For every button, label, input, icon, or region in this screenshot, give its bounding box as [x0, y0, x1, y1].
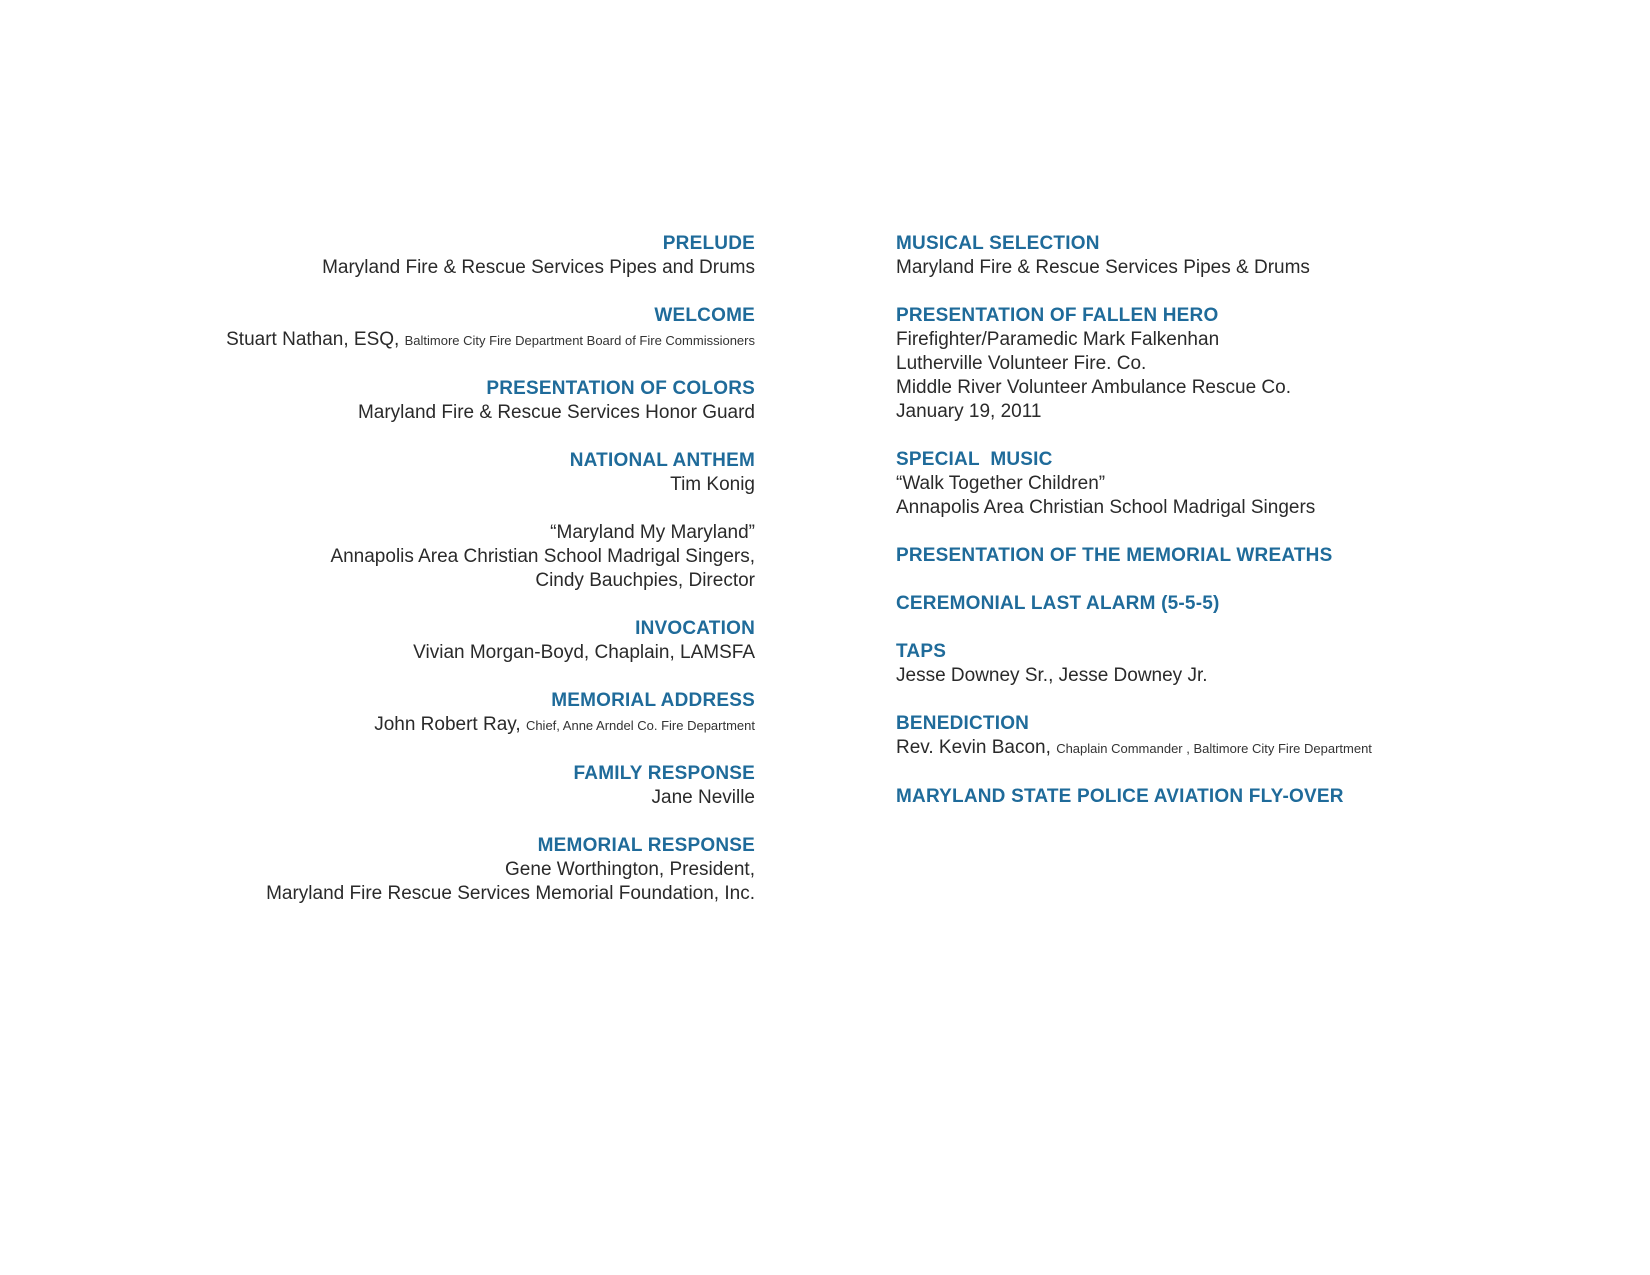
section-line: Lutherville Volunteer Fire. Co.: [896, 353, 1147, 374]
section-line: Tim Konig: [670, 474, 755, 495]
section-taps: [896, 640, 1596, 688]
section-heading: PRESENTATION OF FALLEN HERO: [896, 305, 1219, 326]
speaker-name: Rev. Kevin Bacon,: [896, 737, 1051, 758]
section-memorial-wreaths: [896, 544, 1596, 568]
section-prelude: [160, 232, 755, 280]
speaker-affiliation: Chief, Anne Arndel Co. Fire Department: [525, 718, 755, 733]
section-heading: PRELUDE: [662, 233, 755, 254]
program-right-column: [896, 232, 1596, 833]
speaker-name: John Robert Ray,: [374, 714, 521, 735]
section-heading: NATIONAL ANTHEM: [569, 450, 755, 471]
section-heading: CEREMONIAL LAST ALARM (5-5-5): [896, 593, 1220, 614]
section-musical-selection: [896, 232, 1596, 280]
speaker-affiliation: Baltimore City Fire Department Board of Fire Commissioners: [404, 333, 755, 348]
section-line: [160, 713, 755, 738]
section-heading: MEMORIAL ADDRESS: [551, 690, 755, 711]
section-invocation: [160, 617, 755, 665]
section-line: [896, 736, 1596, 761]
section-heading: TAPS: [896, 641, 947, 662]
section-special-music: [896, 448, 1596, 520]
section-line: Jane Neville: [651, 787, 755, 808]
section-heading: MARYLAND STATE POLICE AVIATION FLY-OVER: [896, 786, 1344, 807]
section-heading: PRESENTATION OF COLORS: [486, 378, 755, 399]
section-line: Firefighter/Paramedic Mark Falkenhan: [896, 329, 1220, 350]
section-line: Gene Worthington, President,: [505, 859, 755, 880]
section-family-response: [160, 762, 755, 810]
section-line: Jesse Downey Sr., Jesse Downey Jr.: [896, 665, 1208, 686]
speaker-name: Stuart Nathan, ESQ,: [226, 329, 400, 350]
section-line: Maryland Fire & Rescue Services Pipes and Drums: [322, 257, 755, 278]
section-heading: FAMILY RESPONSE: [573, 763, 755, 784]
section-heading: INVOCATION: [635, 618, 755, 639]
section-presentation-of-colors: [160, 377, 755, 425]
section-benediction: [896, 712, 1596, 761]
section-last-alarm: [896, 592, 1596, 616]
section-presentation-of-fallen-hero: [896, 304, 1596, 424]
section-memorial-address: [160, 689, 755, 738]
section-line: Middle River Volunteer Ambulance Rescue Co.: [896, 377, 1291, 398]
section-line: Cindy Bauchpies, Director: [535, 570, 755, 591]
section-line: Maryland Fire & Rescue Services Honor Guard: [357, 402, 755, 423]
speaker-affiliation: Chaplain Commander , Baltimore City Fire Department: [1056, 741, 1372, 756]
section-line: Annapolis Area Christian School Madrigal Singers: [896, 497, 1316, 518]
section-national-anthem: [160, 449, 755, 497]
section-line: Vivian Morgan-Boyd, Chaplain, LAMSFA: [413, 642, 755, 663]
section-line: January 19, 2011: [896, 401, 1042, 422]
section-heading: PRESENTATION OF THE MEMORIAL WREATHS: [896, 545, 1333, 566]
section-line: [160, 328, 755, 353]
section-welcome: [160, 304, 755, 353]
section-line: Annapolis Area Christian School Madrigal Singers,: [330, 546, 755, 567]
program-left-column: [160, 232, 755, 930]
section-line: Maryland Fire & Rescue Services Pipes & Drums: [896, 257, 1310, 278]
song-title: “Maryland My Maryland”: [550, 522, 755, 543]
section-fly-over: [896, 785, 1596, 809]
section-heading: SPECIAL MUSIC: [896, 449, 1053, 470]
section-heading: MUSICAL SELECTION: [896, 233, 1100, 254]
section-heading: BENEDICTION: [896, 713, 1030, 734]
section-heading: MEMORIAL RESPONSE: [537, 835, 755, 856]
section-maryland-my-maryland: [160, 521, 755, 593]
section-memorial-response: [160, 834, 755, 906]
section-heading: WELCOME: [654, 305, 755, 326]
song-title: “Walk Together Children”: [896, 473, 1106, 494]
section-line: Maryland Fire Rescue Services Memorial Foundation, Inc.: [266, 883, 755, 904]
